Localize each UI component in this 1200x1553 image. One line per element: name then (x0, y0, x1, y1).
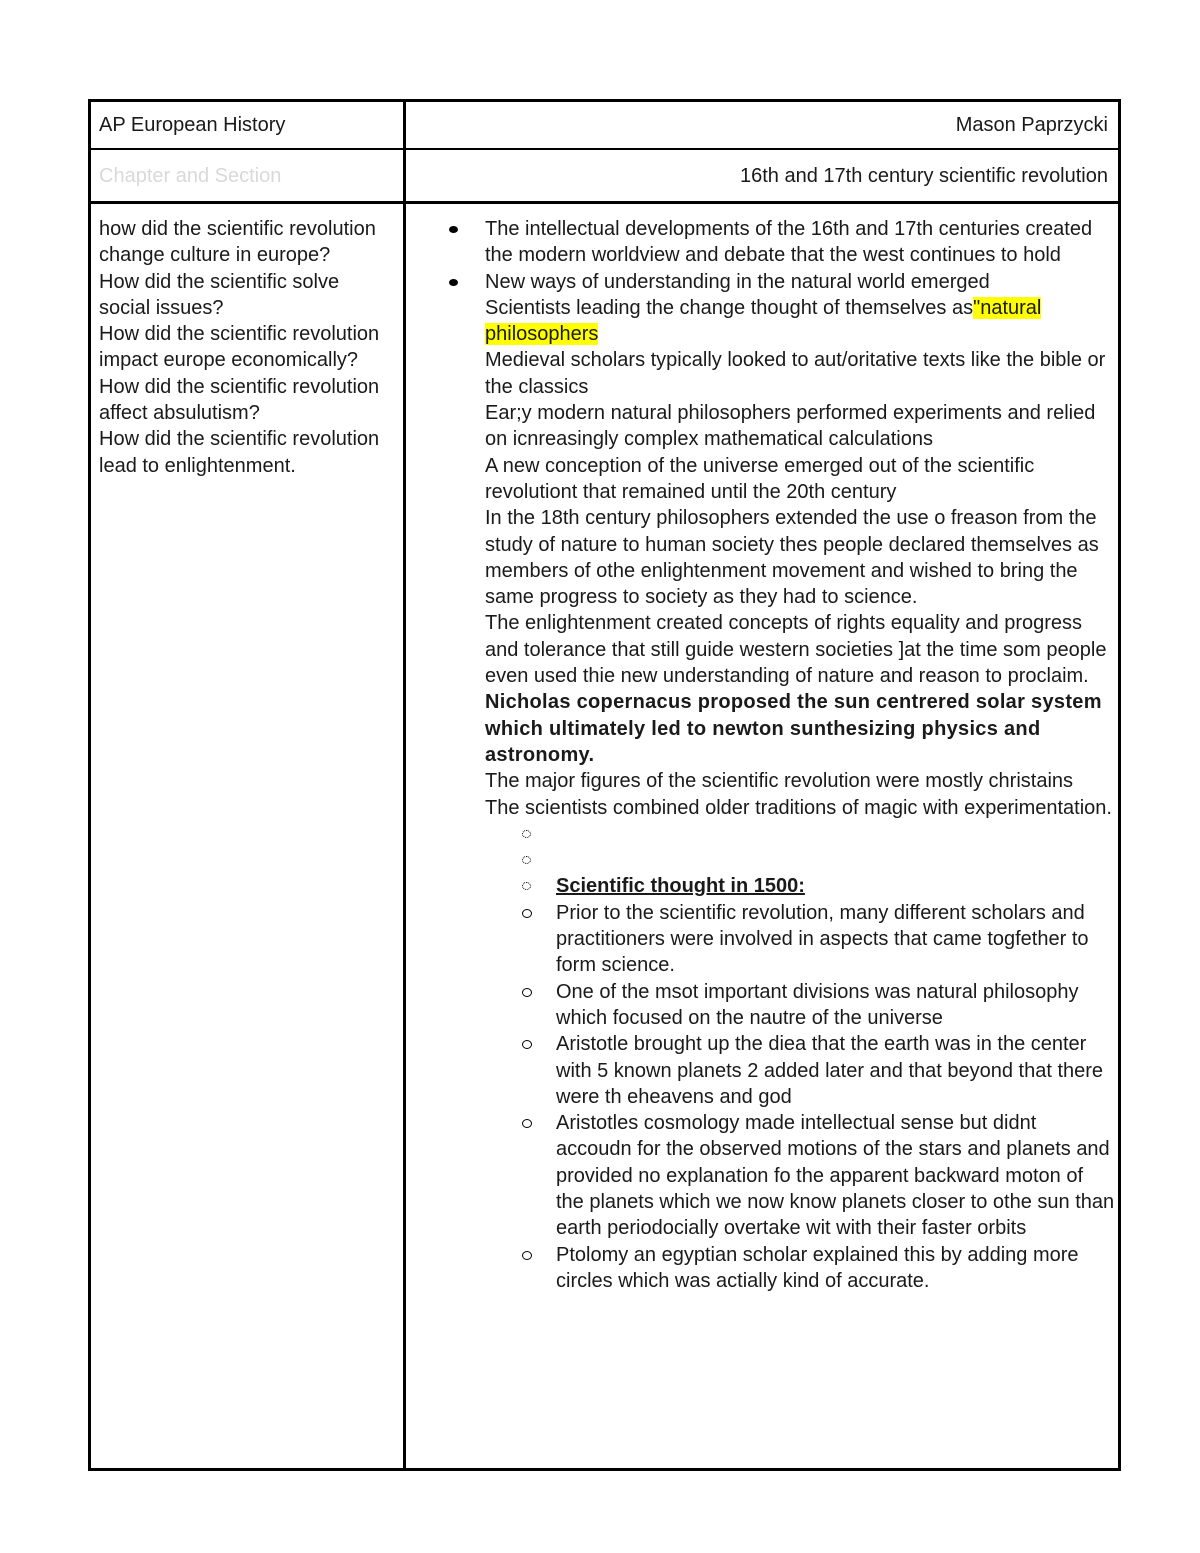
dotted-circle-icon (522, 882, 531, 890)
sub-item-text: Prior to the scientific revolution, many different scholars and practitioners were involved in aspects that came togfether to form science. (556, 901, 1089, 977)
author-name-text: Mason Paprzycki (955, 113, 1108, 136)
sub-item (556, 1031, 1115, 1110)
table-border-bottom (88, 1468, 1121, 1471)
section-value-text: 16th and 17th century scientific revolution (740, 164, 1108, 187)
notes-column (485, 216, 1115, 1294)
sub-heading: Scientific thought in 1500: (556, 875, 805, 898)
note-medieval-scholars: Medieval scholars typically looked to aut/oritative texts like the bible or the classics (485, 349, 1106, 398)
table-border-middle (403, 99, 406, 1471)
sub-item (556, 1242, 1115, 1295)
bullet-icon (449, 226, 458, 233)
question-5: How did the scientific revolution lead to enlightenment. (99, 428, 380, 477)
note-natural-philosophers (485, 295, 1115, 348)
note-enlightenment: The enlightenment created concepts of rights equality and progress and tolerance that still guide western societies ]at the time som people even used thie new understanding of nature and reason to proclaim. (485, 612, 1107, 688)
note-copernicus: Nicholas copernacus proposed the sun centrered solar system which ultimately led to newton sunthesizing physics and astronomy. (485, 691, 1102, 766)
question-2: How did the scientific solve social issues? (99, 270, 340, 319)
sub-item-text: Ptolomy an egyptian scholar explained this by adding more circles which was actially kind of accurate. (556, 1243, 1079, 1292)
empty-sub-item (556, 821, 1115, 847)
hollow-bullet-icon (522, 988, 532, 997)
section-value (412, 150, 1108, 202)
dotted-circle-icon (522, 830, 531, 838)
note-magic: The scientists combined older traditions of magic with experimentation. (485, 796, 1112, 819)
note-new-conception: A new conception of the universe emerged out of the scientific revolutiont that remained until the 20th century (485, 454, 1035, 503)
sub-item (556, 1110, 1115, 1241)
question-3: How did the scientific revolution impact europe economically? (99, 323, 380, 372)
note-bullet-2 (485, 269, 1115, 295)
note-major-figures: The major figures of the scientific revolution were mostly christains (485, 770, 1074, 793)
bullet-icon (449, 279, 458, 286)
question-1: how did the scientific revolution change culture in europe? (99, 218, 376, 267)
note-bullet-1 (485, 216, 1115, 269)
sub-heading-item (556, 873, 1115, 899)
table-border-right (1118, 99, 1121, 1471)
question-4: How did the scientific revolution affect absulutism? (99, 375, 380, 425)
note-p1-text: Scientists leading the change thought of themselves as (485, 296, 974, 319)
section-label: Chapter and Section (99, 164, 282, 187)
empty-sub-item (556, 847, 1115, 873)
hollow-bullet-icon (522, 1251, 532, 1260)
hollow-bullet-icon (522, 1040, 532, 1049)
course-title: AP European History (99, 113, 286, 136)
note-bullet-2-text: New ways of understanding in the natural world emerged (485, 270, 990, 293)
note-bullet-1-text: The intellectual developments of the 16th and 17th centuries created the modern worldview and debate that the west continues to hold (485, 218, 1093, 267)
note-experiments: Ear;y modern natural philosophers performed experiments and relied on icnreasingly complex mathematical calculations (485, 402, 1096, 451)
dotted-circle-icon (522, 856, 531, 864)
hollow-bullet-icon (522, 1119, 532, 1128)
sub-item (556, 979, 1115, 1032)
sub-item-text: Aristotle brought up the diea that the earth was in the center with 5 known planets 2 added later and that beyond that there were th eheavens and god (556, 1033, 1104, 1108)
author-name (412, 101, 1108, 149)
sub-item-text: Aristotles cosmology made intellectual sense but didnt accoudn for the observed motions of the stars and planets and provided no explanation fo the apparent backward moton of the planets which we now know planets closer to othe sun than earth periodocially overtake wit with their faster orbits (556, 1112, 1115, 1240)
highlighted-term: "natural philosophers (485, 296, 1042, 346)
note-18th-century: In the 18th century philosophers extended the use o freason from the study of nature to human society thes people declared themselves as members of othe enlightenment movement and wished to bring the same progress to society as they had to science. (485, 507, 1099, 609)
table-border-left (88, 99, 91, 1471)
sub-item-text: One of the msot important divisions was natural philosophy which focused on the nautre of the universe (556, 980, 1079, 1029)
sub-item (556, 900, 1115, 979)
hollow-bullet-icon (522, 909, 532, 918)
cue-questions (99, 216, 389, 479)
